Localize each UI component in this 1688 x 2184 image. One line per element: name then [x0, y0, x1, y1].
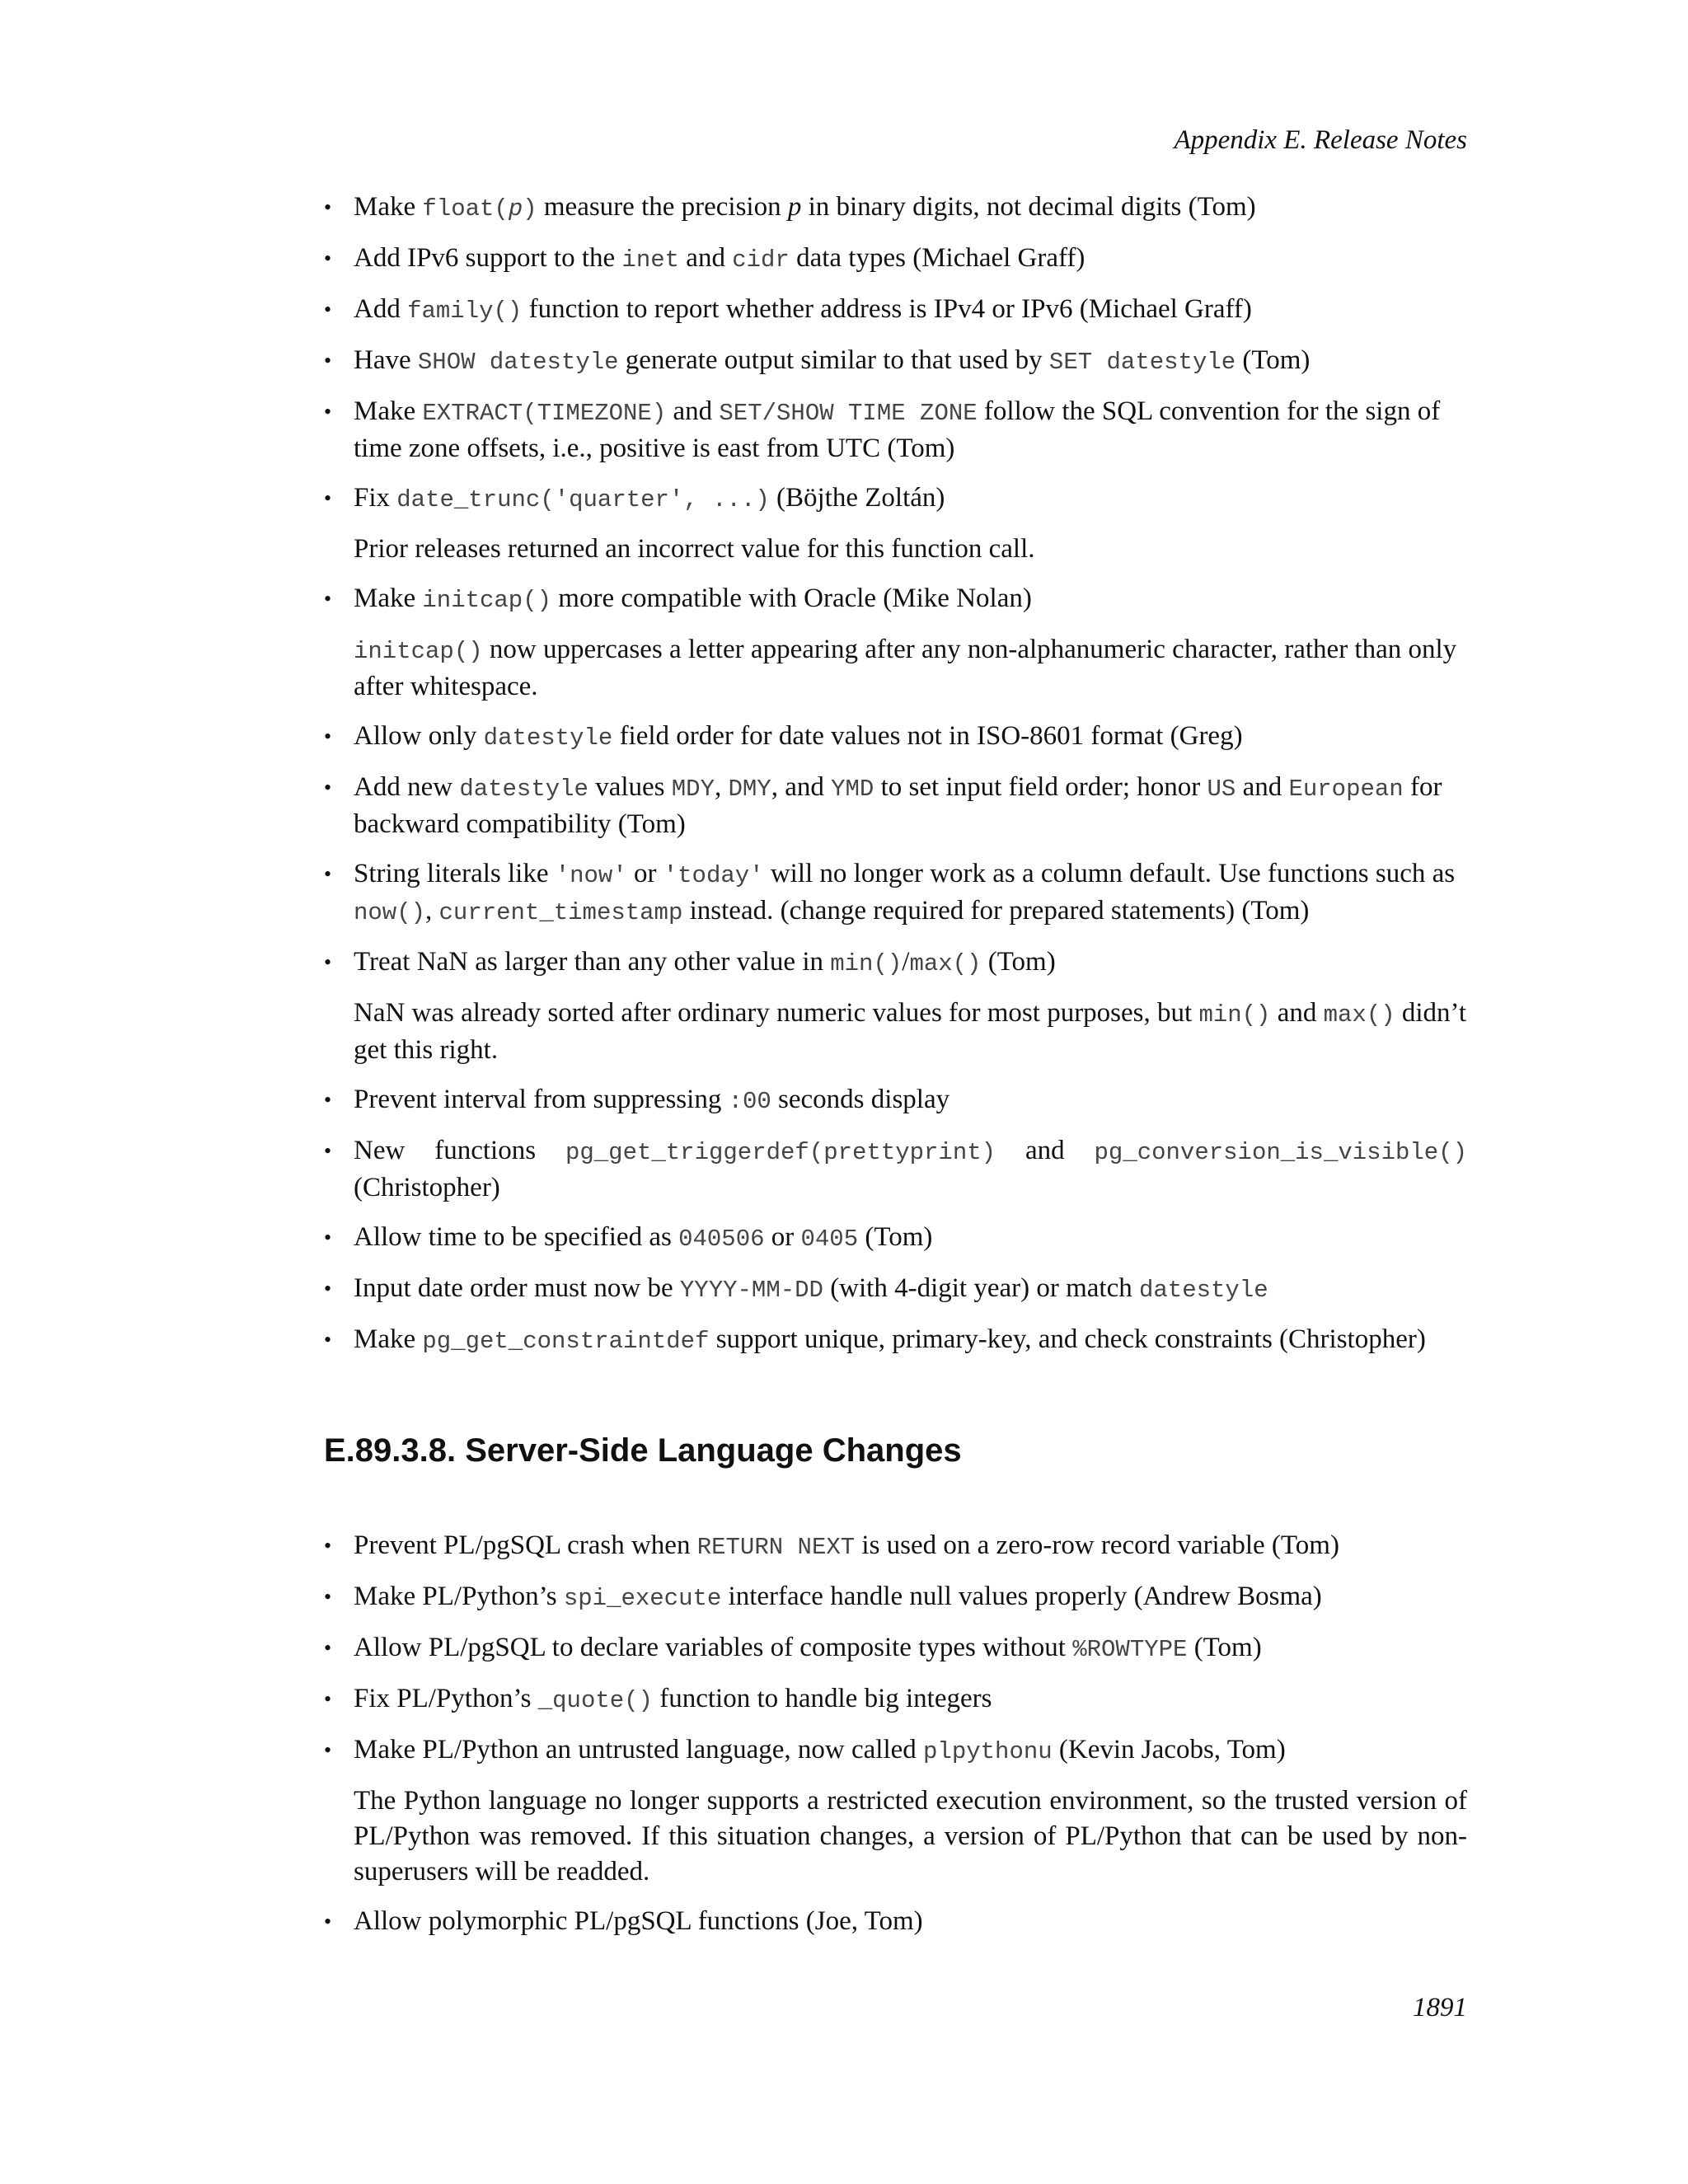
- language-changes-list: [324, 1904, 1467, 1939]
- bullet: •: [324, 1585, 332, 1609]
- bullet: •: [324, 1687, 332, 1711]
- list-item: • Make PL/Python an untrusted language, now called plpythonu (Kevin Jacobs, Tom): [324, 1732, 1467, 1769]
- bullet: •: [324, 776, 332, 799]
- list-item: • Fix PL/Python’s _quote() function to handle big integers: [324, 1681, 1467, 1718]
- release-notes-list: [324, 190, 1467, 518]
- bullet: •: [324, 246, 332, 270]
- bullet: •: [324, 950, 332, 974]
- list-item: • Make float(p) measure the precision p in binary digits, not decimal digits (Tom): [324, 190, 1467, 227]
- page-number: 1891: [1413, 1993, 1467, 2022]
- list-item: • String literals like 'now' or 'today' will no longer work as a column default. Use functions such as now(), current_timestamp instead. (change required for prepared statements) (Tom): [324, 856, 1467, 930]
- page-content: [324, 190, 1467, 1953]
- list-item: • Add IPv6 support to the inet and cidr data types (Michael Graff): [324, 241, 1467, 278]
- item-note: Prior releases returned an incorrect value for this function call.: [354, 534, 1035, 564]
- item-note: initcap() now uppercases a letter appearing after any non-alphanumeric character, rather than only after whitespace.: [354, 635, 1457, 701]
- justified-line: New functions pg_get_triggerdef(prettyprint) and pg_conversion_is_visible(): [354, 1136, 1467, 1166]
- list-item: • Make EXTRACT(TIMEZONE) and SET/SHOW TIME ZONE follow the SQL convention for the sign of time zone offsets, i.e., positive is east from UTC (Tom): [324, 394, 1467, 466]
- list-item: • Prevent interval from suppressing :00 seconds display: [324, 1082, 1467, 1119]
- language-changes-list: [324, 1528, 1467, 1769]
- list-item: • Add new datestyle values MDY, DMY, and YMD to set input field order; honor US and European for backward compatibility (Tom): [324, 770, 1467, 842]
- bullet: •: [324, 587, 332, 611]
- release-notes-list: [324, 719, 1467, 982]
- list-item: • Fix date_trunc('quarter', ...) (Böjthe Zoltán): [324, 480, 1467, 518]
- list-item: • Allow time to be specified as 040506 or 0405 (Tom): [324, 1220, 1467, 1257]
- list-item: • Allow only datestyle field order for date values not in ISO-8601 format (Greg): [324, 719, 1467, 756]
- list-item: • Make pg_get_constraintdef support unique, primary-key, and check constraints (Christopher): [324, 1322, 1467, 1359]
- list-item: • Treat NaN as larger than any other value in min()/max() (Tom): [324, 944, 1467, 982]
- bullet: •: [324, 862, 332, 886]
- section-heading: E.89.3.8. Server-Side Language Changes: [324, 1432, 962, 1469]
- list-item: • Prevent PL/pgSQL crash when RETURN NEXT is used on a zero-row record variable (Tom): [324, 1528, 1467, 1565]
- release-notes-list: [324, 581, 1467, 618]
- bullet: •: [324, 724, 332, 748]
- bullet: •: [324, 486, 332, 510]
- item-note: NaN was already sorted after ordinary numeric values for most purposes, but min() and max() didn’t get this right.: [354, 998, 1467, 1065]
- bullet: •: [324, 298, 332, 321]
- running-header: Appendix E. Release Notes: [1174, 125, 1467, 155]
- bullet: •: [324, 1910, 332, 1933]
- item-note: The Python language no longer supports a restricted execution environment, so the trusted version of PL/Python was removed. If this situation changes, a version of PL/Python that can be used by non-superusers will be readded.: [354, 1786, 1467, 1886]
- list-item: • Input date order must now be YYYY-MM-DD (with 4-digit year) or match datestyle: [324, 1271, 1467, 1308]
- list-item: • Have SHOW datestyle generate output similar to that used by SET datestyle (Tom): [324, 343, 1467, 380]
- bullet: •: [324, 1534, 332, 1558]
- bullet: •: [324, 349, 332, 373]
- list-item: • Allow polymorphic PL/pgSQL functions (Joe, Tom): [324, 1904, 1467, 1939]
- list-item: • Allow PL/pgSQL to declare variables of composite types without %ROWTYPE (Tom): [324, 1630, 1467, 1667]
- bullet: •: [324, 400, 332, 424]
- bullet: •: [324, 1328, 332, 1352]
- bullet: •: [324, 1139, 332, 1163]
- bullet: •: [324, 1226, 332, 1249]
- list-item: • Make initcap() more compatible with Oracle (Mike Nolan): [324, 581, 1467, 618]
- list-item: • Make PL/Python’s spi_execute interface handle null values properly (Andrew Bosma): [324, 1579, 1467, 1616]
- list-item: • Add family() function to report whether address is IPv4 or IPv6 (Michael Graff): [324, 292, 1467, 329]
- bullet: •: [324, 1738, 332, 1762]
- list-item: • New functions pg_get_triggerdef(prettyprint) and pg_conversion_is_visible() (Christopher): [324, 1133, 1467, 1206]
- bullet: •: [324, 1277, 332, 1301]
- bullet: •: [324, 1088, 332, 1112]
- bullet: •: [324, 1636, 332, 1660]
- release-notes-list: [324, 1082, 1467, 1359]
- bullet: •: [324, 195, 332, 219]
